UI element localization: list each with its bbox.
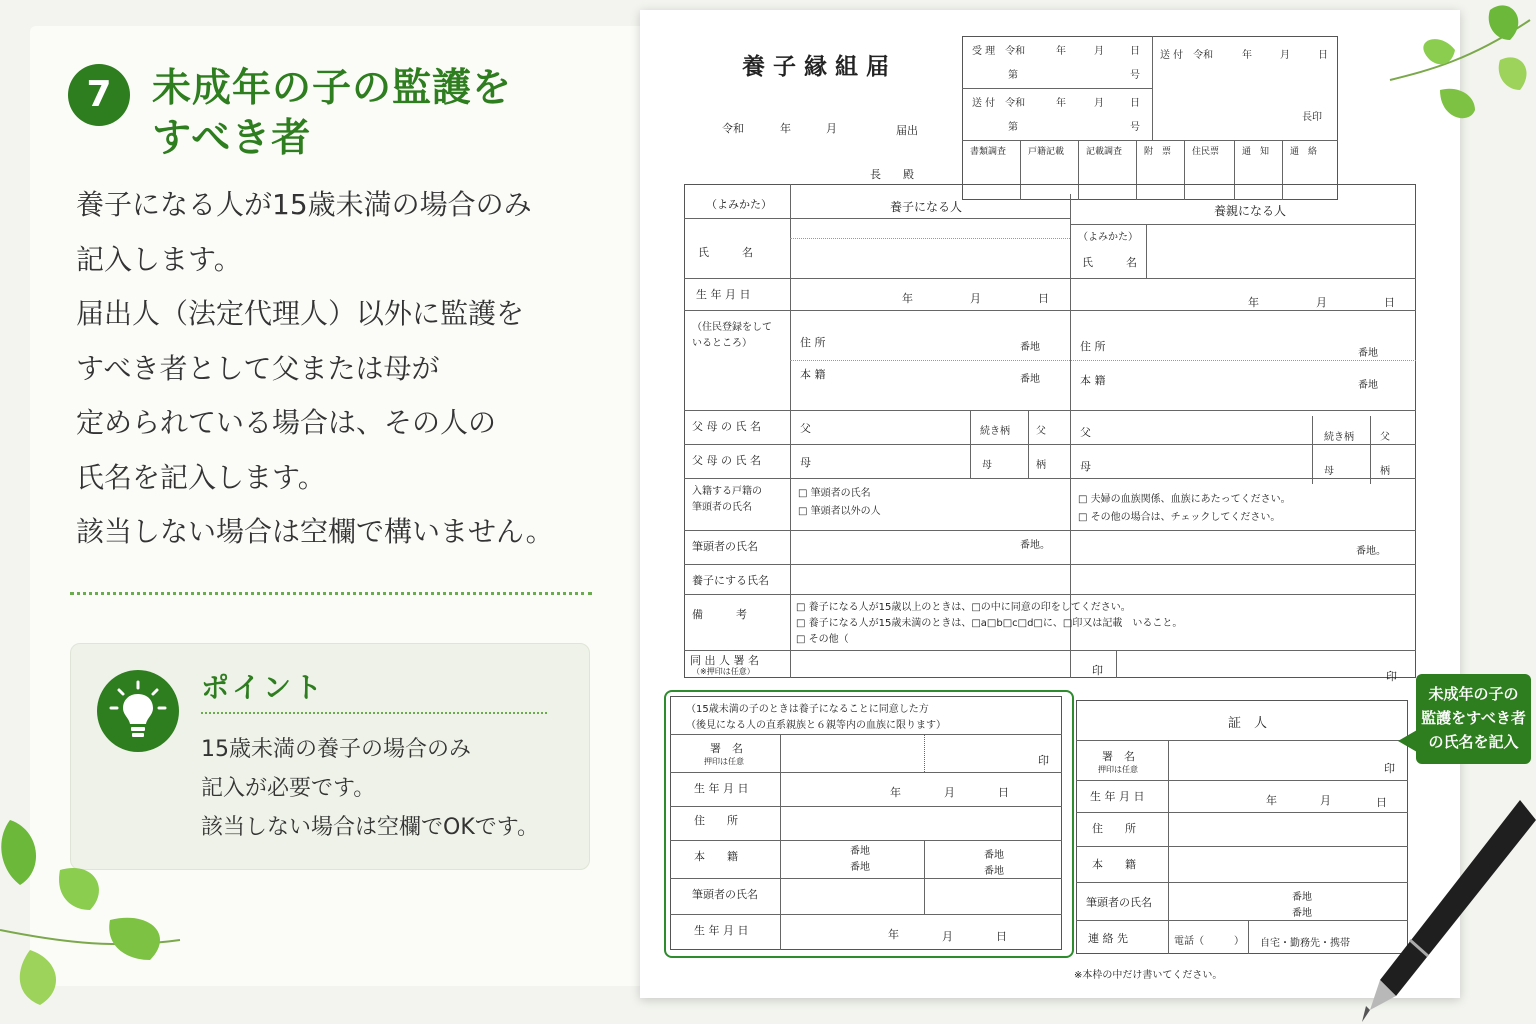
witness-contact-type: 自宅・勤務先・携帯 (1260, 938, 1350, 949)
divider (70, 592, 592, 595)
signature-note: （※押印は任意） (692, 667, 755, 676)
adopter-relation-father: 父 (1380, 432, 1390, 443)
office-year-2: 年 (1056, 98, 1066, 109)
office-check-1: 戸籍記載 (1028, 147, 1065, 157)
callout-label (1416, 674, 1531, 764)
adopter-father-field: 父 (1080, 426, 1091, 439)
consent-signature-label: 署 名 (710, 742, 743, 755)
callout-line: の氏名を記入 (1428, 733, 1519, 751)
witness-banchi-1: 番地 (1292, 892, 1312, 903)
witness-title: 証 人 (1228, 716, 1268, 731)
office-no-prefix: 第 (1008, 70, 1018, 81)
adopter-relation-mother: 母 (1324, 466, 1334, 477)
consent-header-2: （後見になる人の直系親族と６親等内の血族に限ります） (686, 720, 946, 731)
residence-note: （住民登録をして いるところ） (692, 322, 772, 349)
office-no-suffix-2: 号 (1130, 122, 1140, 133)
remark-1: □ 養子になる人が15歳以上のときは、□の中に同意の印をしてください。 (796, 602, 1131, 613)
father-field: 父 (800, 422, 811, 435)
consent-month: 月 (944, 786, 955, 799)
registration-form (640, 10, 1460, 998)
adopter-header: 養親になる人 (1214, 204, 1287, 218)
witness-head-label: 筆頭者の氏名 (1086, 896, 1152, 909)
witness-year: 年 (1266, 794, 1277, 807)
body-line: 該当しない場合は空欄で構いません。 (76, 515, 554, 548)
body-text (76, 178, 616, 560)
relation-suffix: 柄 (1036, 460, 1046, 471)
section-heading: 未成年の子の監護を すべき者 (152, 66, 513, 161)
consent-header-1: （15歳未満の子のときは養子になることに同意した方 (686, 704, 929, 715)
consent-banchi-2: 番地 (850, 862, 870, 873)
witness-seal: 印 (1384, 762, 1395, 775)
point-title: ポイント (201, 671, 326, 704)
consent-day-2: 日 (996, 930, 1007, 943)
birth-day: 日 (1038, 292, 1049, 305)
adopter-domicile-label: 本 籍 (1080, 374, 1106, 387)
remark-3: □ その他（ (796, 634, 849, 645)
signature-seal-2: 印 (1386, 670, 1397, 683)
office-day-3: 日 (1318, 50, 1328, 61)
chief-seal: 長印 (1302, 112, 1322, 123)
address-label: 住 所 (800, 336, 826, 349)
consent-year: 年 (890, 786, 901, 799)
adopter-mother-field: 母 (1080, 460, 1091, 473)
adopter-birth-year: 年 (1248, 296, 1259, 309)
adopter-address-banchi: 番地 (1358, 348, 1378, 359)
form-title: 養子縁組届 (742, 54, 897, 80)
callout-line: 監護をすべき者 (1421, 709, 1526, 727)
address-banchi: 番地 (1020, 342, 1040, 353)
leaves-decoration-icon (0, 810, 190, 1024)
adoptee-name-label: 養子にする氏名 (692, 574, 769, 587)
birth-month: 月 (970, 292, 981, 305)
body-line: 記入します。 (76, 242, 242, 276)
lightbulb-icon (97, 670, 179, 752)
step-number-badge: 7 (68, 64, 130, 126)
witness-banchi-2: 番地 (1292, 908, 1312, 919)
remark-2: □ 養子になる人が15歳未満のときは、□a□b□c□d□に、□印又は記載 いること。 (796, 618, 1183, 629)
office-month: 月 (1094, 46, 1104, 57)
consent-domicile-label: 本 籍 (694, 850, 738, 863)
adoptee-header: 養子になる人 (890, 200, 963, 214)
office-check-5: 通 知 (1242, 147, 1270, 157)
callout-arrow (1398, 730, 1417, 752)
consent-banchi-4: 番地 (984, 866, 1004, 877)
pen-icon (1340, 800, 1536, 1024)
point-text (201, 730, 539, 847)
adopter-option-2[interactable]: □ その他の場合は、チェックしてください。 (1078, 512, 1281, 523)
consent-banchi-3: 番地 (984, 850, 1004, 861)
name-label: 氏 名 (698, 246, 753, 259)
witness-contact-label: 連 絡 先 (1088, 932, 1128, 945)
witness-address-label: 住 所 (1092, 822, 1136, 835)
received-label: 受 理 令和 (972, 46, 1026, 57)
domicile-label: 本 籍 (800, 368, 826, 381)
body-line: 氏名を記入します。 (76, 460, 326, 494)
signature-seal: 印 (1092, 664, 1103, 677)
head-name-label: 筆頭者の氏名 (692, 540, 758, 553)
adopter-domicile-banchi: 番地 (1358, 380, 1378, 391)
witness-month: 月 (1320, 794, 1331, 807)
adopter-head-banchi: 番地。 (1356, 546, 1386, 557)
sent-label-right: 送 付 令和 (1160, 50, 1214, 61)
witness-phone: 電話（ ） (1174, 936, 1244, 947)
office-check-4: 住民票 (1192, 147, 1220, 157)
body-line: 養子になる人が15歳未満の場合のみ (76, 188, 532, 221)
form-footer-note: ※本枠の中だけ書いてください。 (1074, 970, 1223, 981)
mother-field: 母 (800, 456, 811, 469)
relation-father: 父 (1036, 426, 1046, 437)
relation-mother: 母 (982, 460, 992, 471)
body-line: 定められている場合は、その人の (76, 406, 497, 439)
head-banchi: 番地。 (1020, 540, 1050, 551)
adopter-furigana: （よみかた） (1078, 232, 1138, 243)
office-check-2: 記載調査 (1086, 147, 1123, 157)
point-line: 該当しない場合は空欄でOKです。 (201, 815, 539, 840)
witness-signature-label: 署 名 (1102, 750, 1135, 763)
body-line: すべき者として父または母が (76, 351, 440, 385)
consent-day: 日 (998, 786, 1009, 799)
leaves-decoration-icon (1380, 0, 1536, 170)
consent-seal-note: 押印は任意 (704, 757, 744, 766)
signature-label: 同 出 人 署 名 (690, 654, 759, 667)
adopter-name-label: 氏 名 (1082, 256, 1137, 269)
adopter-address-label: 住 所 (1080, 340, 1106, 353)
adopter-birth-day: 日 (1384, 296, 1395, 309)
consent-head-label: 筆頭者の氏名 (692, 888, 758, 901)
remarks-label: 備 考 (692, 608, 747, 621)
consent-address-label: 住 所 (694, 814, 738, 827)
callout-line: 未成年の子の (1428, 685, 1519, 703)
father-label: 父 母 の 氏 名 (692, 420, 761, 433)
consent-year-2: 年 (888, 928, 899, 941)
office-month-2: 月 (1094, 98, 1104, 109)
date-year: 年 (780, 122, 791, 135)
witness-day: 日 (1376, 796, 1387, 809)
office-check-6: 通 絡 (1290, 147, 1318, 157)
office-year-3: 年 (1242, 50, 1252, 61)
consent-banchi-1: 番地 (850, 846, 870, 857)
mother-label: 父 母 の 氏 名 (692, 454, 761, 467)
point-line: 記入が必要です。 (201, 776, 376, 801)
enroll-option-1[interactable]: □ 筆頭者の氏名 (798, 488, 871, 499)
adopter-birth-month: 月 (1316, 296, 1327, 309)
point-line: 15歳未満の養子の場合のみ (201, 737, 471, 762)
adopter-relation-label: 続き柄 (1324, 432, 1354, 443)
office-year: 年 (1056, 46, 1066, 57)
adopter-relation-suffix: 柄 (1380, 466, 1390, 477)
sent-label: 送 付 令和 (972, 98, 1026, 109)
office-check-0: 書類調査 (970, 147, 1007, 157)
enroll-option-2[interactable]: □ 筆頭者以外の人 (798, 506, 881, 517)
witness-birth-label: 生 年 月 日 (1090, 790, 1145, 803)
relation-label: 続き柄 (980, 426, 1010, 437)
furigana-header: （よみかた） (706, 198, 772, 211)
office-no-prefix-2: 第 (1008, 122, 1018, 133)
domicile-banchi: 番地 (1020, 374, 1040, 385)
birth-year: 年 (902, 292, 913, 305)
office-day: 日 (1130, 46, 1140, 57)
date-era: 令和 (722, 122, 744, 135)
consent-birth-label-2: 生 年 月 日 (694, 924, 749, 937)
point-divider (201, 712, 547, 714)
office-no-suffix: 号 (1130, 70, 1140, 81)
office-day-2: 日 (1130, 98, 1140, 109)
enroll-label: 入籍する戸籍の 筆頭者の氏名 (692, 486, 762, 513)
consent-month-2: 月 (942, 930, 953, 943)
office-check-3: 附 票 (1144, 147, 1172, 157)
office-month-3: 月 (1280, 50, 1290, 61)
witness-domicile-label: 本 籍 (1092, 858, 1136, 871)
consent-birth-label: 生 年 月 日 (694, 782, 749, 795)
birth-label: 生 年 月 日 (696, 288, 751, 301)
consent-seal: 印 (1038, 754, 1049, 767)
date-month: 月 (826, 122, 837, 135)
adopter-option-1[interactable]: □ 夫婦の血族関係、血族にあたってください。 (1078, 494, 1291, 505)
body-line: 届出人（法定代理人）以外に監護を (76, 297, 525, 330)
witness-seal-note: 押印は任意 (1098, 765, 1138, 774)
addressee: 長 殿 (870, 168, 914, 181)
date-filed: 届出 (896, 124, 918, 137)
